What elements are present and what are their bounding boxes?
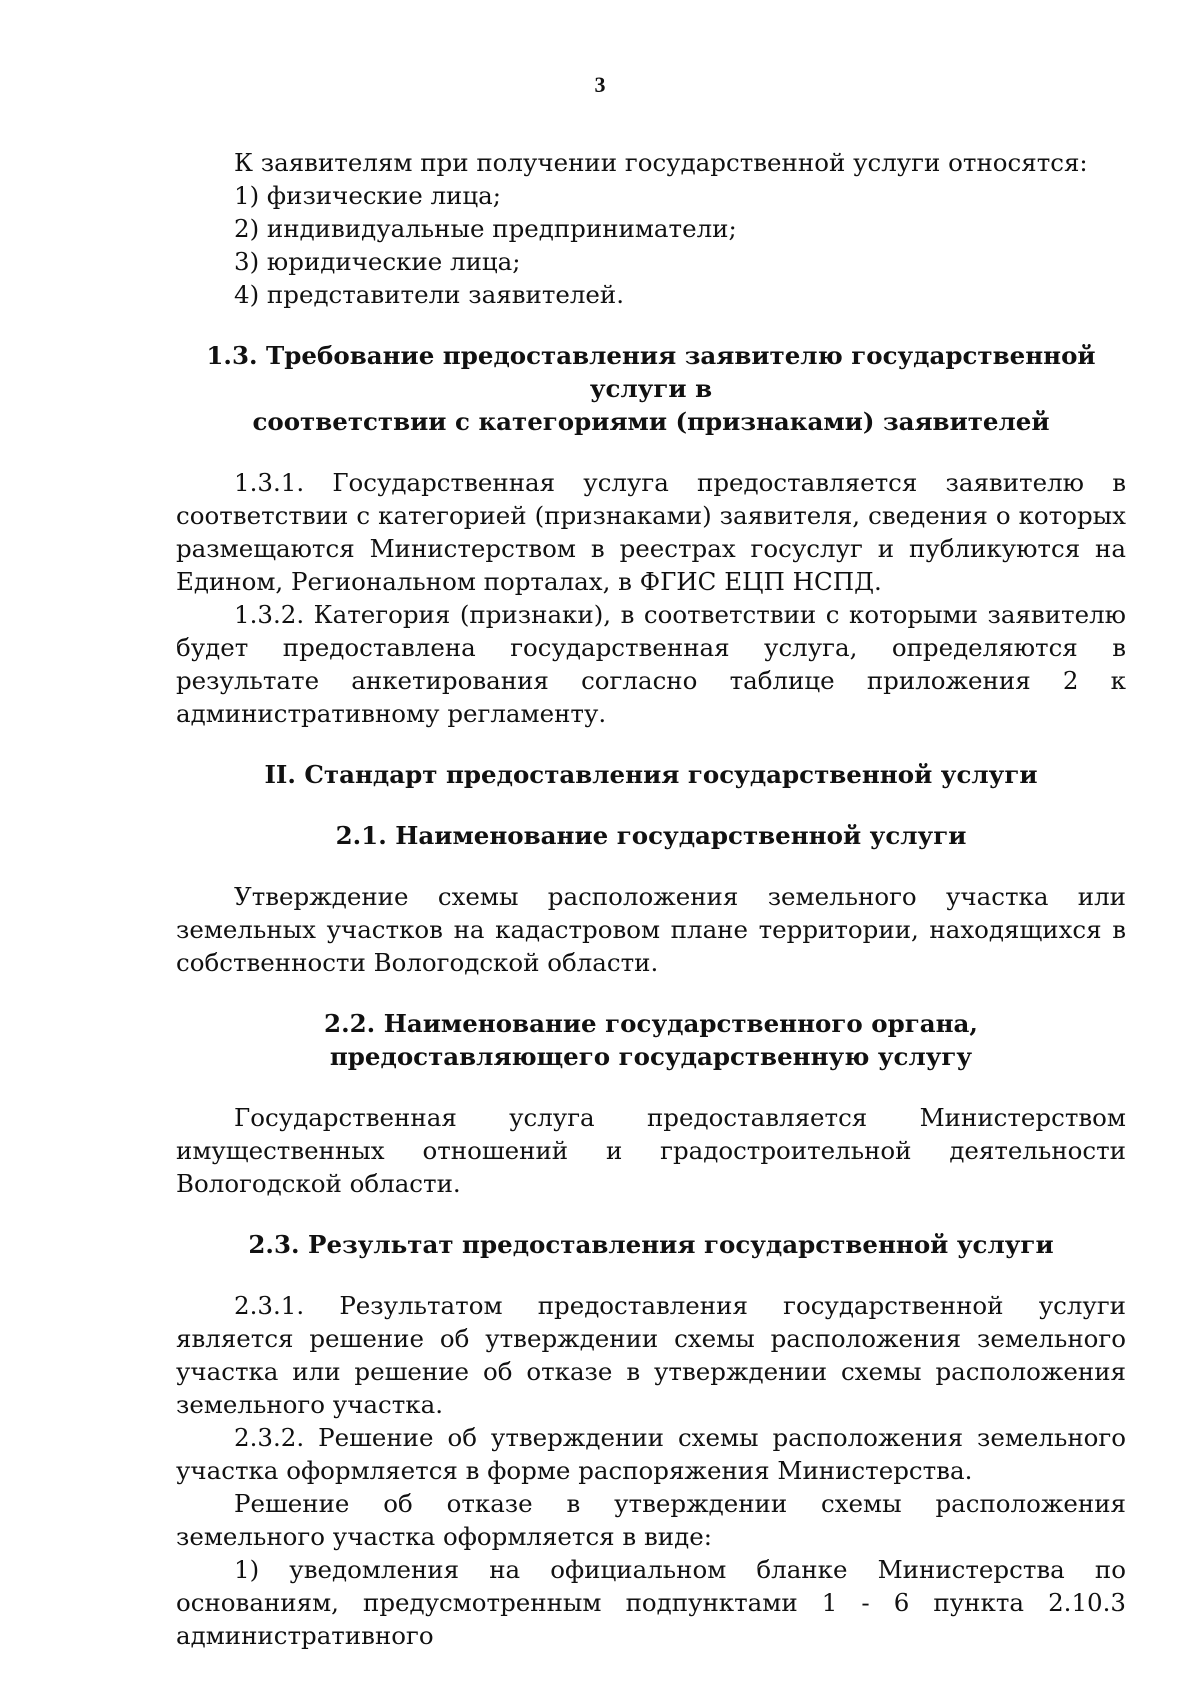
applicant-item-2: 2) индивидуальные предприниматели; bbox=[234, 214, 737, 243]
paragraph-2-3-item-1: 1) уведомления на официальном бланке Министерства по основаниям, предусмотренным подпунктами 1 - 6 пункта 2.10.3 административного bbox=[176, 1555, 1126, 1650]
paragraph-1-3-2: 1.3.2. Категория (признаки), в соответствии с которыми заявителю будет предоставлена государственная услуга, определяются в результате анкетирования согласно таблице приложения 2 к административному регламенту. bbox=[176, 600, 1126, 728]
section-1-3-heading bbox=[176, 339, 1126, 438]
section-2-2-heading bbox=[176, 1007, 1126, 1073]
paragraph-1-3-1: 1.3.1. Государственная услуга предоставляется заявителю в соответствии с категорией (признаками) заявителя, сведения о которых размещаются Министерством в реестрах госуслуг и публикуются на Едином, Региональном порталах, в ФГИС ЕЦП НСПД. bbox=[176, 468, 1126, 596]
section-2-3-heading: 2.3. Результат предоставления государственной услуги bbox=[248, 1230, 1054, 1259]
paragraph-2-2: Государственная услуга предоставляется Министерством имущественных отношений и градостроительной деятельности Вологодской области. bbox=[176, 1103, 1126, 1198]
document-body bbox=[176, 146, 1126, 1652]
page-number: 3 bbox=[594, 72, 606, 97]
applicant-item-1: 1) физические лица; bbox=[234, 181, 501, 210]
applicants-lead: К заявителям при получении государственной услуги относятся: bbox=[234, 148, 1088, 177]
section-2-heading: II. Стандарт предоставления государственной услуги bbox=[264, 760, 1038, 789]
paragraph-2-3-2: 2.3.2. Решение об утверждении схемы расположения земельного участка оформляется в форме распоряжения Министерства. bbox=[176, 1423, 1126, 1485]
paragraph-2-3-1: 2.3.1. Результатом предоставления государственной услуги является решение об утверждении схемы расположения земельного участка или решение об отказе в утверждении схемы расположения земельного участка. bbox=[176, 1291, 1126, 1419]
section-2-2-heading-line-1: 2.2. Наименование государственного органа, bbox=[324, 1009, 978, 1038]
applicant-item-3: 3) юридические лица; bbox=[234, 247, 521, 276]
section-1-3-heading-line-2: соответствии с категориями (признаками) заявителей bbox=[252, 407, 1050, 436]
applicant-item-4: 4) представители заявителей. bbox=[234, 280, 625, 309]
section-2-2-heading-line-2: предоставляющего государственную услугу bbox=[329, 1042, 973, 1071]
section-2-1-heading: 2.1. Наименование государственной услуги bbox=[335, 821, 967, 850]
paragraph-2-3-refusal: Решение об отказе в утверждении схемы расположения земельного участка оформляется в виде: bbox=[176, 1489, 1126, 1551]
paragraph-2-1: Утверждение схемы расположения земельного участка или земельных участков на кадастровом плане территории, находящихся в собственности Вологодской области. bbox=[176, 882, 1126, 977]
section-1-3-heading-line-1: 1.3. Требование предоставления заявителю государственной услуги в bbox=[206, 341, 1096, 403]
